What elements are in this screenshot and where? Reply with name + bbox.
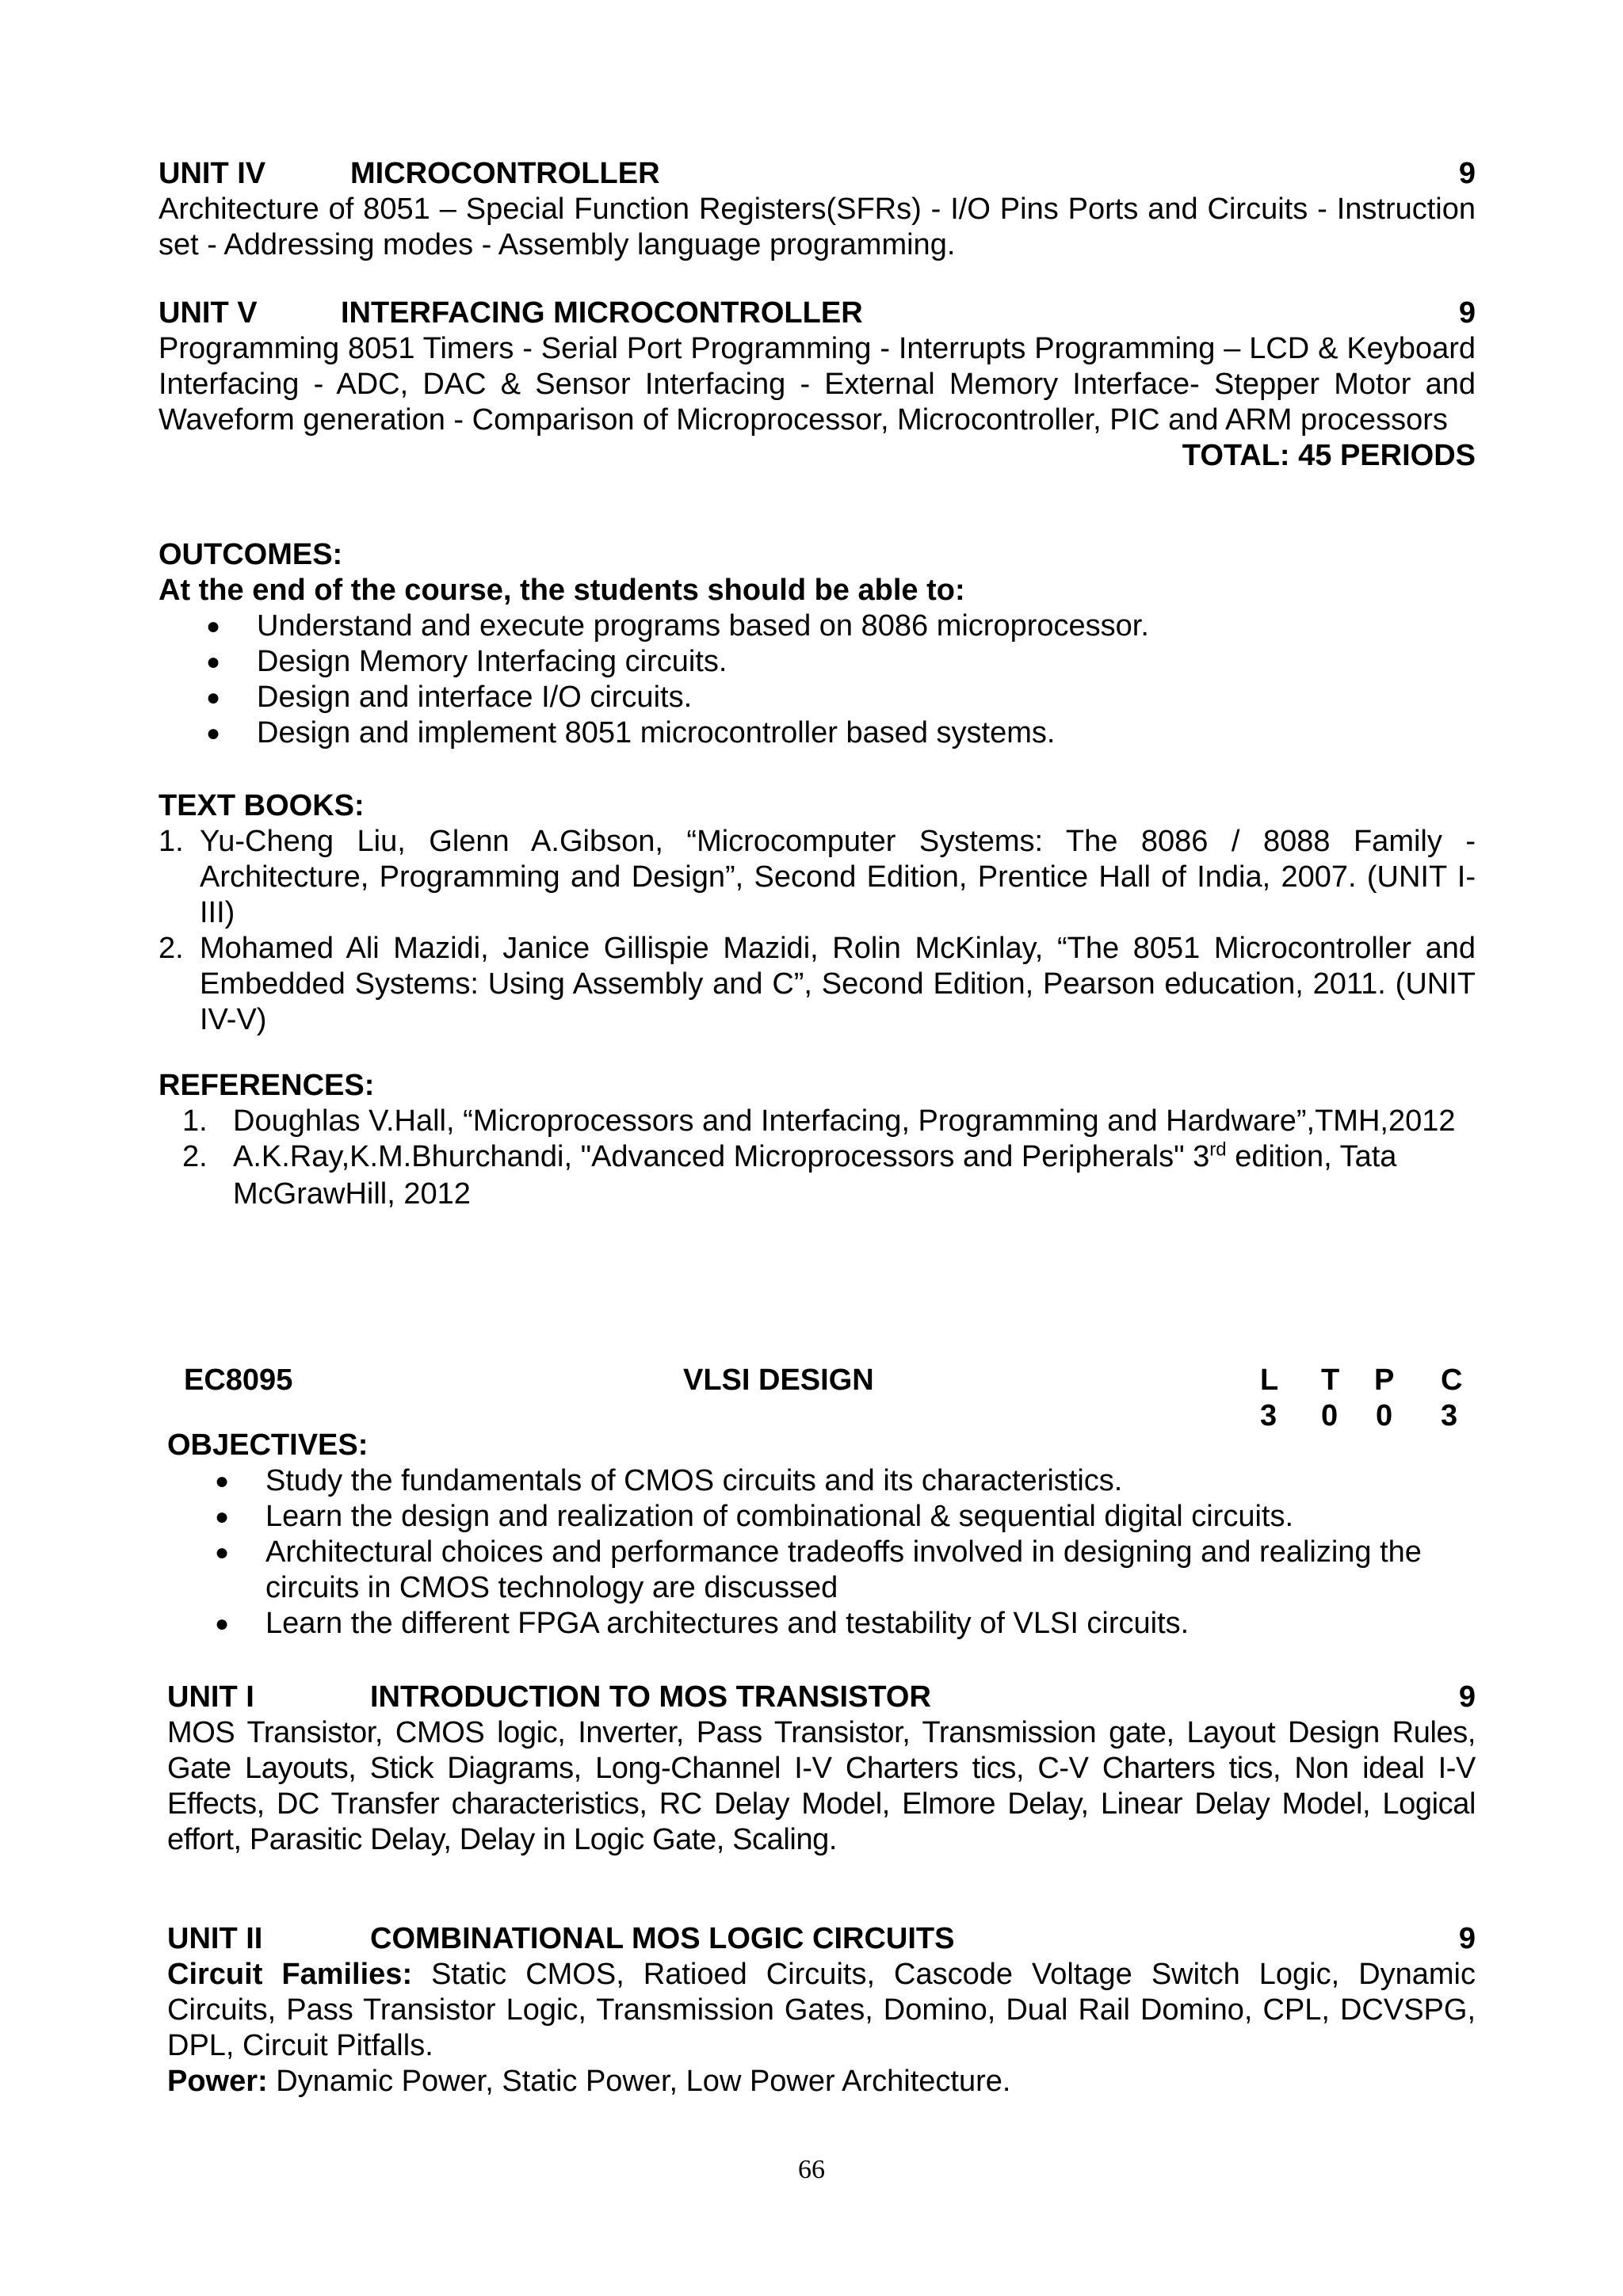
list-item: ● Design and interface I/O circuits. xyxy=(206,681,693,714)
references-section xyxy=(158,1068,1476,1212)
references-heading: REFERENCES: xyxy=(158,1069,375,1102)
outcomes-section xyxy=(158,537,1476,751)
course-title: VLSI DESIGN xyxy=(683,1363,874,1397)
list-item: ● Learn the different FPGA architectures and testability of VLSI circuits. xyxy=(215,1607,1190,1640)
unit-body-power: Power: Dynamic Power, Static Power, Low Power Architecture. xyxy=(167,2065,1011,2098)
bullet-icon: ● xyxy=(215,1611,230,1637)
outcomes-list xyxy=(158,608,1476,751)
unit-ii-heading xyxy=(167,1921,1476,1957)
unit-code: UNIT I xyxy=(167,1680,254,1714)
unit-hours: 9 xyxy=(1458,1922,1476,1955)
unit-i-heading xyxy=(167,1680,1476,1715)
unit-v-heading xyxy=(158,296,1476,331)
unit-hours: 9 xyxy=(1458,157,1476,190)
unit-body: MOS Transistor, CMOS logic, Inverter, Pass Transistor, Transmission gate, Layout Design Rules, Gate Layouts, Stick Diagrams, Long-Channel I-V Charters tics, C-V Charters tics, Non ideal I-V Effects, DC Transfer characteristics, RC Delay Model, Elmore Delay, Linear Delay Model, Logical effort, Parasitic Delay, Delay in Logic Gate, Scaling. xyxy=(167,1716,1476,1856)
vlsi-unit-i-section xyxy=(167,1680,1476,1858)
unit-code: UNIT V xyxy=(158,296,258,330)
unit-iv-heading xyxy=(158,156,1476,192)
objectives-list xyxy=(167,1463,1476,1642)
unit-title: INTRODUCTION TO MOS TRANSISTOR xyxy=(370,1680,931,1714)
unit-hours: 9 xyxy=(1458,1680,1476,1714)
outcomes-heading: OUTCOMES: xyxy=(158,538,343,571)
course-code: EC8095 xyxy=(184,1363,293,1397)
references-list xyxy=(158,1104,1476,1212)
list-item: 1. Doughlas V.Hall, “Microprocessors and Interfacing, Programming and Hardware”,TMH,2012 xyxy=(182,1104,1456,1138)
list-item: ● Design Memory Interfacing circuits. xyxy=(206,645,727,678)
unit-code: UNIT II xyxy=(167,1922,263,1955)
unit-iv-section xyxy=(158,156,1476,263)
unit-body-circuit-families: Circuit Families: Static CMOS, Ratioed Circuits, Cascode Voltage Switch Logic, Dynamic Circuits, Pass Transistor Logic, Transmission Gates, Domino, Dual Rail Domino, CPL, DCVSPG, DPL, Circuit Pitfalls. xyxy=(167,1958,1476,2062)
textbooks-section xyxy=(158,788,1476,1038)
textbooks-heading: TEXT BOOKS: xyxy=(158,789,365,822)
textbooks-list xyxy=(158,824,1476,1038)
unit-title: COMBINATIONAL MOS LOGIC CIRCUITS xyxy=(370,1922,955,1955)
unit-body: Architecture of 8051 – Special Function Registers(SFRs) - I/O Pins Ports and Circuits - Instruction set - Addressing modes - Assembly language programming. xyxy=(158,193,1476,261)
list-item: ● Learn the design and realization of combinational & sequential digital circuits. xyxy=(215,1500,1294,1533)
total-periods: TOTAL: 45 PERIODS xyxy=(1182,439,1476,472)
course-header: EC8095 VLSI DESIGN L T P C 3 0 0 3 xyxy=(184,1363,1463,1432)
unit-title: MICROCONTROLLER xyxy=(350,157,660,190)
bullet-icon: ● xyxy=(206,613,221,639)
bullet-icon: ● xyxy=(215,1539,230,1566)
objectives-section xyxy=(167,1428,1476,1642)
bullet-icon: ● xyxy=(215,1468,230,1494)
bullet-icon: ● xyxy=(206,720,221,746)
outcomes-intro: At the end of the course, the students should be able to: xyxy=(158,574,965,607)
unit-title: INTERFACING MICROCONTROLLER xyxy=(341,296,863,330)
bullet-icon: ● xyxy=(206,649,221,675)
list-item: ● Understand and execute programs based on 8086 microprocessor. xyxy=(206,609,1149,643)
list-item: 2. Mohamed Ali Mazidi, Janice Gillispie Mazidi, Rolin McKinlay, “The 8051 Microcontroller and Embedded Systems: Using Assembly and C”, Second Edition, Pearson education, 2011. (UNIT IV-V) xyxy=(158,932,1476,1036)
page-number: 66 xyxy=(798,2155,825,2184)
list-item: ● Design and implement 8051 microcontroller based systems. xyxy=(206,716,1056,749)
unit-code: UNIT IV xyxy=(158,157,266,190)
list-item: ● Study the fundamentals of CMOS circuits and its characteristics. xyxy=(215,1464,1123,1497)
bullet-icon: ● xyxy=(206,685,221,711)
unit-hours: 9 xyxy=(1458,296,1476,330)
bullet-icon: ● xyxy=(215,1504,230,1530)
vlsi-unit-ii-section xyxy=(167,1921,1476,2100)
unit-body: Programming 8051 Timers - Serial Port Programming - Interrupts Programming – LCD & Keyboard Interfacing - ADC, DAC & Sensor Interfacing - External Memory Interface- Stepper Motor and Waveform generation - Comparison of Microprocessor, Microcontroller, PIC and ARM processors xyxy=(158,332,1476,437)
unit-v-section xyxy=(158,296,1476,474)
list-item: 1. Yu-Cheng Liu, Glenn A.Gibson, “Microcomputer Systems: The 8086 / 8088 Family - Architecture, Programming and Design”, Second Edition, Prentice Hall of India, 2007. (UNIT I-III) xyxy=(158,825,1476,929)
objectives-heading: OBJECTIVES: xyxy=(167,1428,369,1462)
list-item: ● Architectural choices and performance tradeoffs involved in designing and realizing the circuits in CMOS technology are discussed xyxy=(215,1535,1422,1604)
list-item: 2. A.K.Ray,K.M.Bhurchandi, "Advanced Microprocessors and Peripherals" 3rd edition, Tata McGrawHill, 2012 xyxy=(182,1138,1397,1211)
